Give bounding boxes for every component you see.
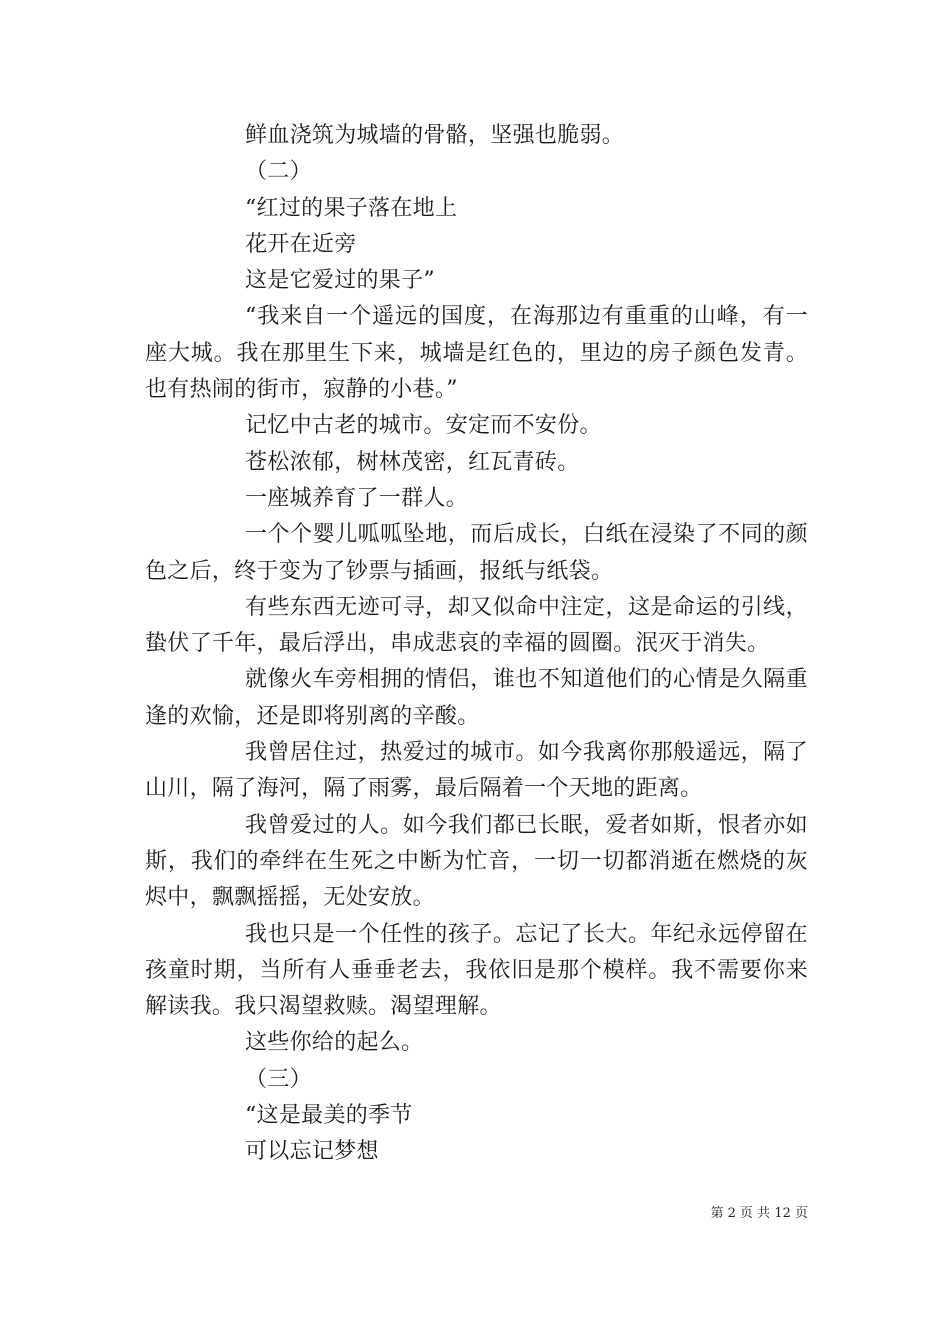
paragraph: 就像火车旁相拥的情侣，谁也不知道他们的心情是久隔重逢的欢愉，还是即将别离的辛酸。 — [145, 667, 808, 729]
section-heading: （三） — [245, 1066, 312, 1092]
page-number-footer: 第 2 页 共 12 页 — [710, 1206, 808, 1221]
section-heading: （二） — [245, 159, 312, 185]
paragraph: 一个个婴儿呱呱坠地，而后成长，白纸在浸染了不同的颜色之后，终于变为了钞票与插画，报纸与纸袋。 — [145, 522, 808, 584]
poem-line: “这是最美的季节 — [245, 1103, 413, 1129]
paragraph: 我曾居住过，热爱过的城市。如今我离你那般遥远，隔了山川，隔了海河，隔了雨雾，最后隔着一个天地的距离。 — [145, 740, 808, 802]
poem-line: 这是它爱过的果子” — [245, 268, 435, 294]
poem-line: “红过的果子落在地上 — [245, 195, 458, 221]
paragraph: 记忆中古老的城市。安定而不安份。 — [245, 413, 602, 439]
poem-line: 可以忘记梦想 — [245, 1139, 379, 1165]
paragraph: 苍松浓郁，树林茂密，红瓦青砖。 — [245, 449, 580, 475]
paragraph: 鲜血浇筑为城墙的骨骼，坚强也脆弱。 — [245, 123, 625, 148]
paragraph: 有些东西无迹可寻，却又似命中注定，这是命运的引线，蛰伏了千年，最后浮出，串成悲哀的幸福的圆圈。泯灭于消失。 — [145, 594, 808, 657]
paragraph: “我来自一个遥远的国度，在海那边有重重的山峰，有一座大城。我在那里生下来，城墙是红色的，里边的房子颜色发青。也有热闹的街市，寂静的小巷。” — [145, 304, 808, 403]
body-text — [145, 118, 808, 1171]
paragraph: 我曾爱过的人。如今我们都已长眠，爱者如斯，恨者亦如斯，我们的牵绊在生死之中断为忙音，一切一切都消逝在燃烧的灰烬中，飘飘摇摇，无处安放。 — [145, 812, 808, 911]
poem-line: 花开在近旁 — [245, 231, 357, 257]
paragraph: 这些你给的起么。 — [245, 1030, 424, 1056]
paragraph: 一座城养育了一群人。 — [245, 485, 469, 511]
paragraph: 我也只是一个任性的孩子。忘记了长大。年纪永远停留在孩童时期，当所有人垂垂老去，我依旧是那个模样。我不需要你来解读我。我只渴望救赎。渴望理解。 — [145, 921, 808, 1020]
